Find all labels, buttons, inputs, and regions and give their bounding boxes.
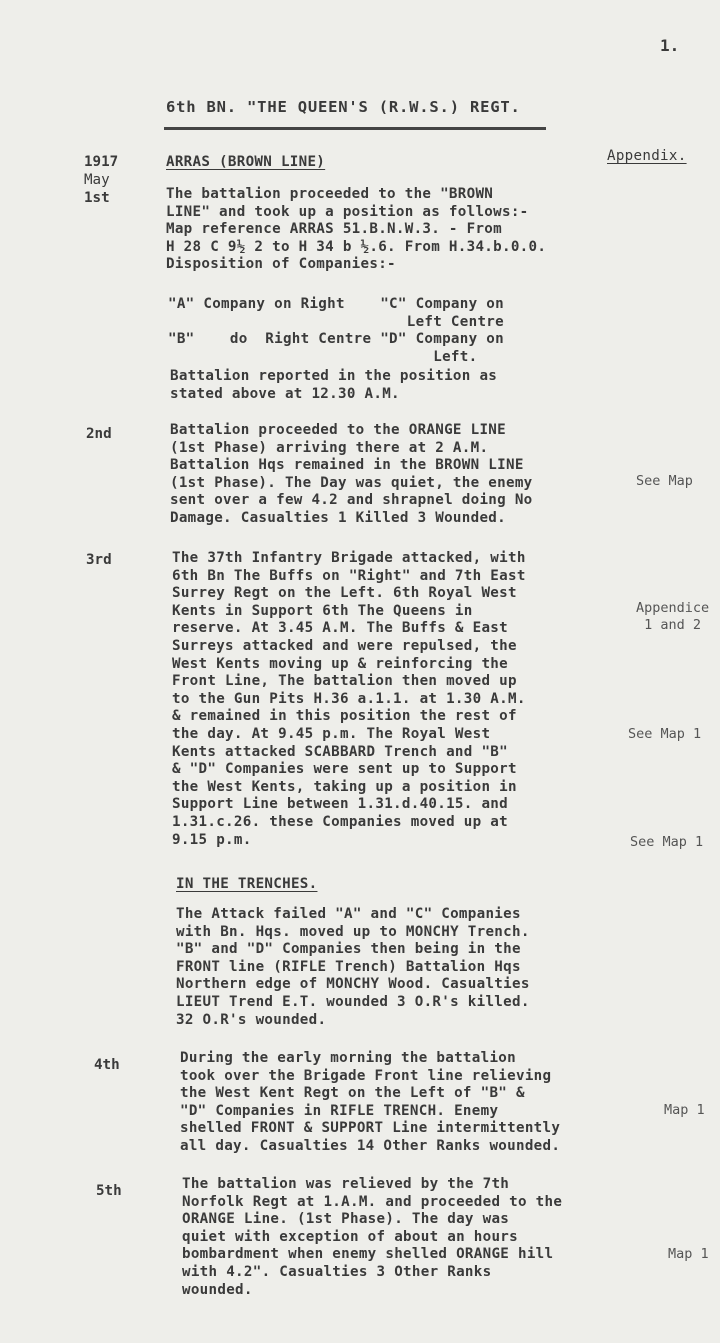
entry-1st-report: Battalion reported in the position as stated above at 12.30 A.M. [170,368,498,402]
date-1st: 1st [84,190,110,206]
heading-arras-brown-line: ARRAS (BROWN LINE) [166,154,326,170]
page-title: 6th BN. "THE QUEEN'S (R.W.S.) REGT. [166,98,521,116]
entry-1st-paragraph: The battalion proceeded to the "BROWN LINE" and took up a position as follows:- Map reference ARRAS 51.B.N.W.3. - From H 28 C 9½ 2 to H 34 b ½.6. From H.34.b.0.0. Disposition of Companies:- [166,186,547,273]
month: May [84,172,110,188]
date-5th: 5th [96,1183,122,1199]
date-2nd: 2nd [86,426,112,442]
title-underline [164,127,546,130]
entry-3rd-text: The 37th Infantry Brigade attacked, with 6th Bn The Buffs on "Right" and 7th East Surrey Regt on the Left. 6th Royal West Kents in Support 6th The Queens in reserve. At 3.45 A.M. The Buffs & East Surreys attacked and were repulsed, the West Kents moving up & reinforcing the Front Line, The battalion then moved up to the Gun Pits H.36 a.1.1. at 1.30 A.M. & remained in this position the rest of the day. At 9.45 p.m. The Royal West Kents attacked SCABBARD Trench and "B" & "D" Companies were sent up to Support the West Kents, taking up a position in Support Line between 1.31.d.40.15. and 1.31.c.26. these Companies moved up at 9.15 p.m. [172,550,526,848]
margin-see-map-2nd: See Map [636,473,693,489]
heading-in-the-trenches: IN THE TRENCHES. [176,876,318,892]
entry-1st-companies: "A" Company on Right "C" Company on Left Centre "B" do Right Centre "D" Company on Left. [168,296,504,365]
date-3rd: 3rd [86,552,112,568]
margin-map-5th: Map 1 [668,1246,709,1262]
margin-map-4th: Map 1 [664,1102,705,1118]
year: 1917 [84,154,119,170]
margin-appendices-3rd: Appendice 1 and 2 [636,600,710,633]
appendix-header: Appendix. [607,148,687,164]
margin-see-map-3rd-a: See Map 1 [628,726,702,742]
margin-see-map-3rd-b: See Map 1 [630,834,704,850]
entry-4th-text: During the early morning the battalion took over the Brigade Front line relieving the West Kent Regt on the Left of "B" & "D" Companies in RIFLE TRENCH. Enemy shelled FRONT & SUPPORT Line intermittently all day. Casualties 14 Other Ranks wounded. [180,1050,561,1154]
entry-5th-text: The battalion was relieved by the 7th Norfolk Regt at 1.A.M. and proceeded to the ORANGE Line. (1st Phase). The day was quiet with exception of about an hours bombardment when enemy shelled ORANGE hill with 4.2". Casualties 3 Other Ranks wounded. [182,1176,563,1298]
page-number: 1. [660,36,680,55]
entry-2nd-text: Battalion proceeded to the ORANGE LINE (1st Phase) arriving there at 2 A.M. Battalion Hqs remained in the BROWN LINE (1st Phase). The Day was quiet, the enemy sent over a few 4.2 and shrapnel doing No Damage. Casualties 1 Killed 3 Wounded. [170,422,533,526]
date-4th: 4th [94,1057,120,1073]
entry-trenches-text: The Attack failed "A" and "C" Companies with Bn. Hqs. moved up to MONCHY Trench. "B" and "D" Companies then being in the FRONT line (RIFLE Trench) Battalion Hqs Northern edge of MONCHY Wood. Casualties LIEUT Trend E.T. wounded 3 O.R's killed. 32 O.R's wounded. [176,906,530,1028]
